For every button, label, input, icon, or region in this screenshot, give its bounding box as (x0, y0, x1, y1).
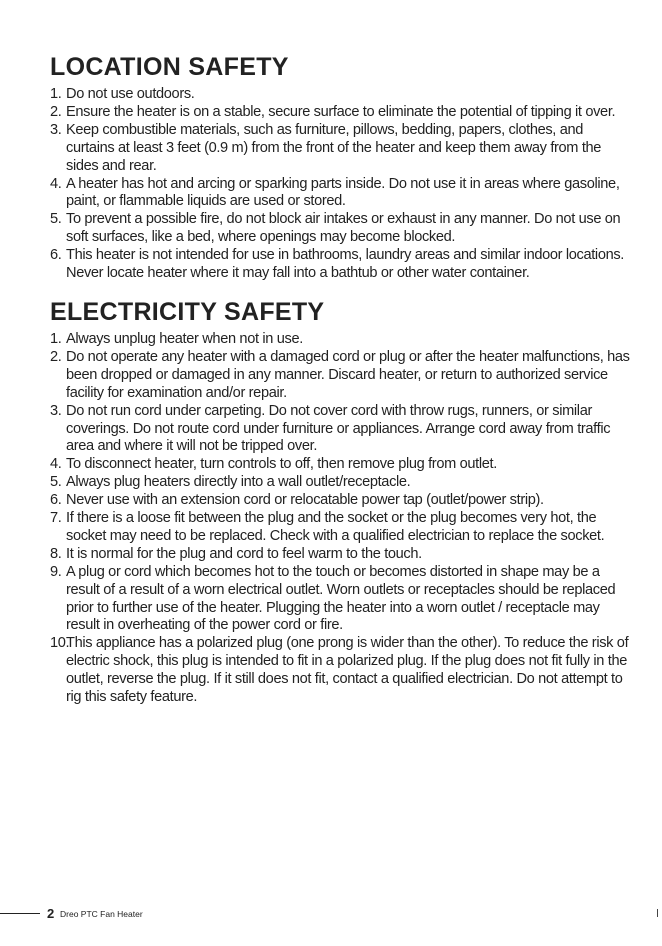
item-text: Always unplug heater when not in use. (66, 330, 303, 347)
item-number: 6. (50, 247, 62, 264)
item-text: Never use with an extension cord or relocatable power tap (outlet/power strip). (66, 492, 544, 509)
item-text: Do not use outdoors. (66, 86, 195, 102)
item-number: 2. (50, 103, 62, 120)
location-safety-heading: LOCATION SAFETY (50, 53, 289, 81)
list-item (50, 456, 630, 474)
list-item (50, 510, 630, 546)
item-text: To disconnect heater, turn controls to off, then remove plug from outlet. (66, 456, 497, 473)
list-item (50, 86, 630, 104)
item-text: Always plug heaters directly into a wall outlet/receptacle. (66, 474, 411, 491)
item-number: 3. (50, 121, 62, 138)
footer-edge-mark (657, 909, 658, 917)
item-number: 5. (50, 474, 62, 491)
item-text: A plug or cord which becomes hot to the touch or becomes distorted in shape may be a result of a result of a worn electrical outlet. Worn outlets or receptacles should be replaced prior to further use of the heater. Plugging the heater into a worn outlet / receptacle may result in overheating of the power cord or fire. (66, 563, 616, 634)
footer-product-title: Dreo PTC Fan Heater (60, 909, 143, 919)
item-text: Do not operate any heater with a damaged cord or plug or after the heater malfunctions, has been dropped or damaged in any manner. Discard heater, or return to authorized service facility for examination and/or repair. (66, 348, 630, 401)
item-number: 1. (50, 330, 62, 347)
item-text: If there is a loose fit between the plug and the socket or the plug becomes very hot, the socket may need to be replaced. Check with a qualified electrician to replace the socket. (66, 510, 605, 544)
item-text: This appliance has a polarized plug (one prong is wider than the other). To reduce the risk of electric shock, this plug is intended to fit in a polarized plug. If the plug does not fit fully in the outlet, reverse the plug. If it still does not fit, contact a qualified electrician. Do not attempt to rig this safety feature. (66, 635, 629, 706)
item-text: Keep combustible materials, such as furniture, pillows, bedding, papers, clothes, and curtains at least 3 feet (0.9 m) from the front of the heater and keep them away from the sides and rear. (66, 121, 602, 174)
item-number: 5. (50, 211, 62, 228)
list-item (50, 349, 630, 403)
list-item (50, 474, 630, 492)
item-text: To prevent a possible fire, do not block air intakes or exhaust in any manner. Do not use on soft surfaces, like a bed, where openings may become blocked. (66, 211, 621, 246)
item-text: A heater has hot and arcing or sparking parts inside. Do not use it in areas where gasoline, paint, or flammable liquids are used or stored. (66, 175, 620, 210)
item-number: 2. (50, 348, 62, 365)
item-number: 4. (50, 175, 62, 192)
location-safety-section (50, 52, 630, 283)
page-content (50, 52, 630, 707)
list-item (50, 104, 630, 122)
list-item (50, 403, 630, 457)
item-number: 8. (50, 545, 62, 562)
item-text: Do not run cord under carpeting. Do not cover cord with throw rugs, runners, or similar coverings. Do not route cord under furniture or appliances. Arrange cord away from traffic area and where it will not be tripped over. (66, 402, 611, 455)
list-item (50, 546, 630, 564)
page-number: 2 (47, 906, 55, 921)
list-item (50, 122, 630, 176)
item-text: It is normal for the plug and cord to feel warm to the touch. (66, 545, 422, 562)
footer-rule (0, 913, 40, 914)
item-number: 7. (50, 510, 62, 527)
location-safety-list (50, 86, 630, 283)
item-text: Ensure the heater is on a stable, secure surface to eliminate the potential of tipping it over. (66, 103, 616, 120)
electricity-safety-heading: ELECTRICITY SAFETY (50, 297, 325, 326)
page-footer (0, 906, 662, 922)
list-item (50, 635, 630, 707)
list-item (50, 247, 630, 283)
item-number: 6. (50, 492, 62, 509)
item-text: This heater is not intended for use in bathrooms, laundry areas and similar indoor locations. Never locate heater where it may fall into a bathtub or other water container. (66, 247, 625, 282)
item-number: 10. (50, 635, 70, 652)
list-item (50, 176, 630, 212)
item-number: 4. (50, 456, 62, 473)
list-item (50, 492, 630, 510)
item-number: 3. (50, 402, 62, 419)
electricity-safety-section (50, 297, 630, 707)
list-item (50, 564, 630, 636)
electricity-safety-list (50, 331, 630, 707)
item-number: 1. (50, 86, 62, 102)
item-number: 9. (50, 563, 62, 580)
list-item (50, 331, 630, 349)
list-item (50, 211, 630, 247)
